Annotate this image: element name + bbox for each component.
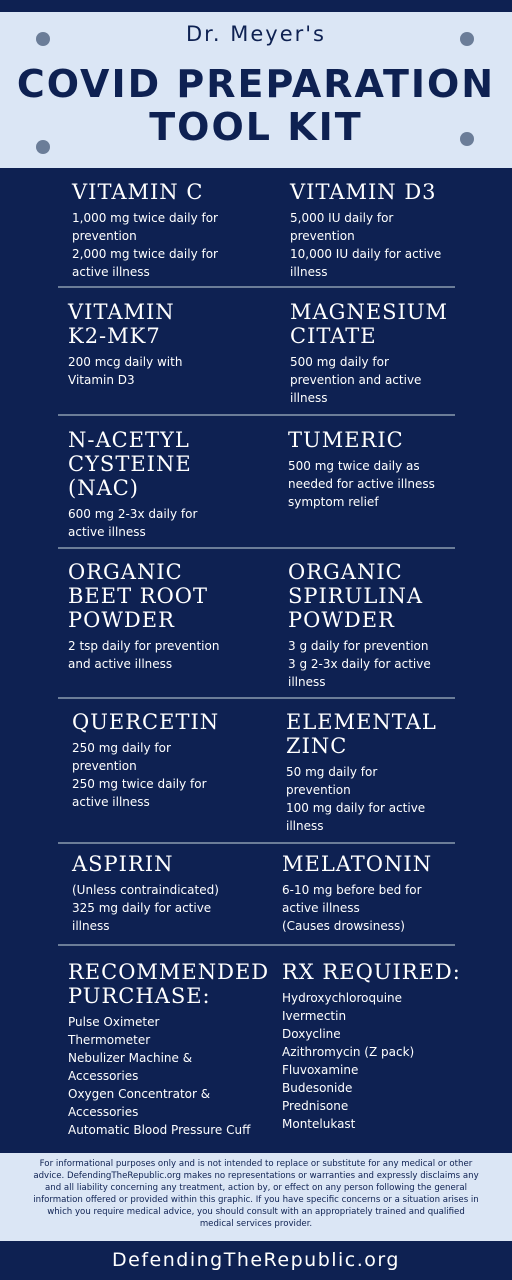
supplement-dosage-line: Azithromycin (Z pack) <box>282 1045 415 1059</box>
supplement-card <box>68 960 269 1139</box>
supplement-dosage-line: illness <box>286 819 324 833</box>
header-title-line1: COVID PREPARATION <box>16 62 496 106</box>
supplement-dosage-line: Montelukast <box>282 1117 356 1131</box>
supplement-dosage-line: 250 mg twice daily for <box>72 777 207 791</box>
supplement-card <box>290 300 448 407</box>
supplement-title: ORGANIC SPIRULINA POWDER <box>288 560 424 632</box>
divider <box>58 697 455 699</box>
supplement-title: ORGANIC BEET ROOT POWDER <box>68 560 209 632</box>
supplement-dosage-line: 2,000 mg twice daily for <box>72 247 218 261</box>
supplement-dosage-line: active illness <box>282 901 360 915</box>
supplement-dosage-line: 600 mg 2-3x daily for <box>68 507 198 521</box>
supplement-dosage-line: illness <box>288 675 326 689</box>
supplement-dosage-line: active illness <box>72 795 150 809</box>
supplement-dosage-line: 10,000 IU daily for active <box>290 247 442 261</box>
supplement-title: VITAMIN D3 <box>290 180 437 204</box>
supplement-dosage-line: 3 g daily for prevention <box>288 639 429 653</box>
supplement-title: RX REQUIRED: <box>282 960 461 984</box>
supplement-dosage-line: Doxycline <box>282 1027 341 1041</box>
supplement-dosage-line: active illness <box>72 265 150 279</box>
supplement-card <box>290 180 441 281</box>
header-subtitle: Dr. Meyer's <box>186 22 326 46</box>
supplement-dosage-line: and active illness <box>68 657 173 671</box>
supplement-dosage-line: prevention and active <box>290 373 422 387</box>
supplement-dosage-line: active illness <box>68 525 146 539</box>
supplement-dosage-line: 500 mg daily for <box>290 355 389 369</box>
supplement-dosage-line: Hydroxychloroquine <box>282 991 403 1005</box>
supplement-title: N-ACETYL CYSTEINE (NAC) <box>68 428 192 500</box>
supplement-dosage-line: 325 mg daily for active <box>72 901 212 915</box>
supplement-title: MAGNESIUM CITATE <box>290 300 449 348</box>
supplement-title: QUERCETIN <box>72 710 220 734</box>
supplement-dosage-line: symptom relief <box>288 495 379 509</box>
supplement-dosage-line: Accessories <box>68 1069 139 1083</box>
footer-website: DefendingTheRepublic.org <box>0 1241 512 1280</box>
supplement-dosage-line: Thermometer <box>68 1033 151 1047</box>
supplement-dosage-line: illness <box>290 391 328 405</box>
divider <box>58 547 455 549</box>
divider <box>58 414 455 416</box>
supplement-dosage-line: Fluvoxamine <box>282 1063 359 1077</box>
disclaimer-text: For informational purposes only and is not intended to replace or substitute for any medical or other advice. DefendingTheRepublic.org makes no representations or warranties and expressly disclaims any and all liability concerning any treatment, action by, or effect on any person following the general information offered or provided within this graphic. If you have specific concerns or a situation arises in which you require medical advice, you should consult with an appropriately trained and qualified medical services provider. <box>0 1153 512 1241</box>
supplement-card <box>288 560 431 691</box>
supplement-title: VITAMIN K2-MK7 <box>68 300 175 348</box>
supplement-card <box>68 428 197 541</box>
supplement-dosage-line: illness <box>72 919 110 933</box>
supplement-dosage-line: Accessories <box>68 1105 139 1119</box>
supplement-dosage-line: prevention <box>290 229 355 243</box>
supplement-dosage-line: (Causes drowsiness) <box>282 919 405 933</box>
supplement-dosage-line: illness <box>290 265 328 279</box>
divider <box>58 286 455 288</box>
divider <box>58 944 455 946</box>
supplement-dosage-line: Prednisone <box>282 1099 349 1113</box>
supplement-dosage-line: prevention <box>286 783 351 797</box>
supplement-dosage-line: 6-10 mg before bed for <box>282 883 422 897</box>
supplement-dosage-line: prevention <box>72 759 137 773</box>
supplement-dosage-line: prevention <box>72 229 137 243</box>
header-title-line2: TOOL KIT <box>149 105 363 149</box>
supplement-dosage-line: 200 mcg daily with <box>68 355 183 369</box>
supplement-grid <box>0 168 512 1153</box>
supplement-dosage-line: Budesonide <box>282 1081 353 1095</box>
supplement-dosage-line: Pulse Oximeter <box>68 1015 160 1029</box>
supplement-dosage-line: 5,000 IU daily for <box>290 211 394 225</box>
supplement-card <box>282 852 432 935</box>
supplement-dosage-line: 3 g 2-3x daily for active <box>288 657 431 671</box>
supplement-title: VITAMIN C <box>72 180 204 204</box>
supplement-card <box>72 180 218 281</box>
supplement-card <box>68 560 219 673</box>
supplement-title: ASPIRIN <box>72 852 174 876</box>
supplement-card <box>282 960 461 1133</box>
supplement-dosage-line: 2 tsp daily for prevention <box>68 639 220 653</box>
supplement-dosage-line: 500 mg twice daily as <box>288 459 420 473</box>
supplement-dosage-line: Oxygen Concentrator & <box>68 1087 211 1101</box>
top-strip <box>0 0 512 12</box>
supplement-dosage-line: Vitamin D3 <box>68 373 135 387</box>
divider <box>58 842 455 844</box>
supplement-card <box>286 710 437 835</box>
supplement-card <box>68 300 182 389</box>
supplement-card <box>72 710 219 811</box>
supplement-title: MELATONIN <box>282 852 433 876</box>
supplement-dosage-line: 50 mg daily for <box>286 765 378 779</box>
supplement-dosage-line: Nebulizer Machine & <box>68 1051 193 1065</box>
supplement-title: RECOMMENDED PURCHASE: <box>68 960 270 1008</box>
supplement-dosage-line: (Unless contraindicated) <box>72 883 219 897</box>
supplement-dosage-line: 250 mg daily for <box>72 741 171 755</box>
supplement-dosage-line: Ivermectin <box>282 1009 347 1023</box>
supplement-dosage-line: 1,000 mg twice daily for <box>72 211 218 225</box>
supplement-card <box>72 852 219 935</box>
supplement-title: ELEMENTAL ZINC <box>286 710 437 758</box>
header-banner <box>0 12 512 168</box>
supplement-title: TUMERIC <box>288 428 404 452</box>
supplement-dosage-line: Automatic Blood Pressure Cuff <box>68 1123 251 1137</box>
supplement-dosage-line: 100 mg daily for active <box>286 801 426 815</box>
supplement-card <box>288 428 435 511</box>
supplement-dosage-line: needed for active illness <box>288 477 435 491</box>
